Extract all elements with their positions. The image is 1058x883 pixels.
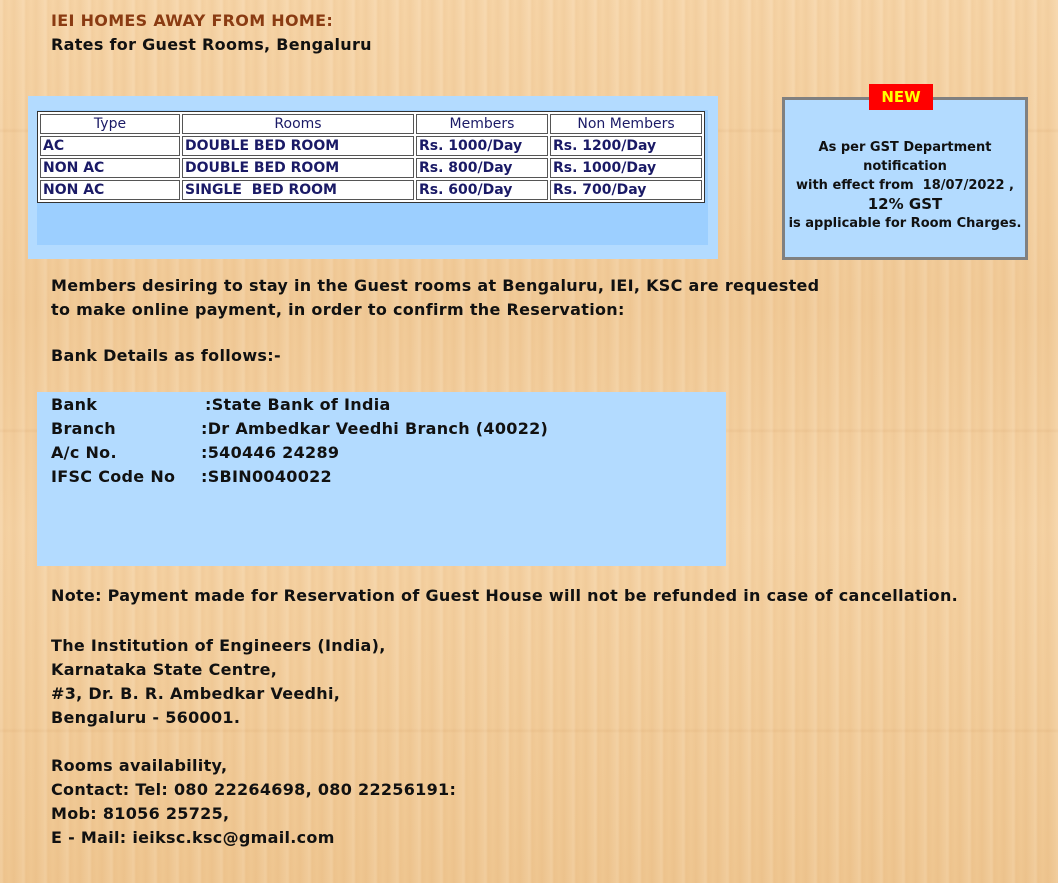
gst-notice-text [785,138,1025,233]
table-header-row [40,114,702,134]
column-header-rooms: Rooms [182,114,414,134]
column-header-type: Type [40,114,180,134]
bank-value: :SBIN0040022 [201,467,332,486]
bank-details-heading: Bank Details as follows:- [51,346,281,365]
column-header-members: Members [416,114,548,134]
gst-rate: 12% GST [867,195,943,213]
bank-row-ifsc [51,465,332,489]
table-cell: NON AC [40,180,180,200]
bank-value: :State Bank of India [205,395,391,414]
table-row [40,180,702,200]
new-badge: NEW [869,84,933,110]
address-line: #3, Dr. B. R. Ambedkar Veedhi, [51,684,341,703]
bank-key: Branch [51,419,116,438]
column-header-non-members: Non Members [550,114,702,134]
contact-line: Rooms availability, [51,756,228,775]
cancellation-note: Note: Payment made for Reservation of Guest House will not be refunded in case of cancellation. [51,586,959,605]
gst-notice-line: with effect from 18/07/2022 , [796,178,1014,193]
contact-block [51,754,456,850]
address-line: Bengaluru - 560001. [51,708,241,727]
table-cell: NON AC [40,158,180,178]
table-cell: Rs. 1000/Day [416,136,548,156]
rates-table [37,111,705,203]
gst-notice-line: notification [863,159,947,174]
payment-line: Members desiring to stay in the Guest rooms at Bengaluru, IEI, KSC are requested [51,276,820,295]
gst-notice-line: is applicable for Room Charges. [788,216,1022,231]
address-line: Karnataka State Centre, [51,660,278,679]
table-row [40,136,702,156]
table-cell: Rs. 1200/Day [550,136,702,156]
bank-key: IFSC Code No [51,467,176,486]
table-cell: Rs. 600/Day [416,180,548,200]
table-cell: Rs. 700/Day [550,180,702,200]
bank-value: :Dr Ambedkar Veedhi Branch (40022) [201,419,549,438]
gst-notice-line: As per GST Department [818,140,992,155]
payment-line: to make online payment, in order to confirm the Reservation: [51,300,625,319]
address-line: The Institution of Engineers (India), [51,636,386,655]
table-cell: Rs. 1000/Day [550,158,702,178]
table-cell: DOUBLE BED ROOM [182,158,414,178]
address-block [51,634,386,730]
payment-instructions [51,274,819,322]
table-cell: Rs. 800/Day [416,158,548,178]
table-cell: AC [40,136,180,156]
contact-line: Mob: 81056 25725, [51,804,230,823]
bank-value: :540446 24289 [201,443,340,462]
table-cell: SINGLE BED ROOM [182,180,414,200]
table-cell: DOUBLE BED ROOM [182,136,414,156]
bank-key: Bank [51,395,98,414]
contact-line: Contact: Tel: 080 22264698, 080 22256191: [51,780,457,799]
bank-row-bank [51,393,391,417]
page-title: IEI HOMES AWAY FROM HOME: [51,11,334,30]
email-link[interactable]: ieiksc.ksc@gmail.com [132,828,335,847]
bank-key: A/c No. [51,443,117,462]
email-label: E - Mail: [51,828,133,847]
page-subtitle: Rates for Guest Rooms, Bengaluru [51,35,372,54]
bank-row-account [51,441,339,465]
table-row [40,158,702,178]
bank-row-branch [51,417,548,441]
contact-email-line [51,826,456,850]
